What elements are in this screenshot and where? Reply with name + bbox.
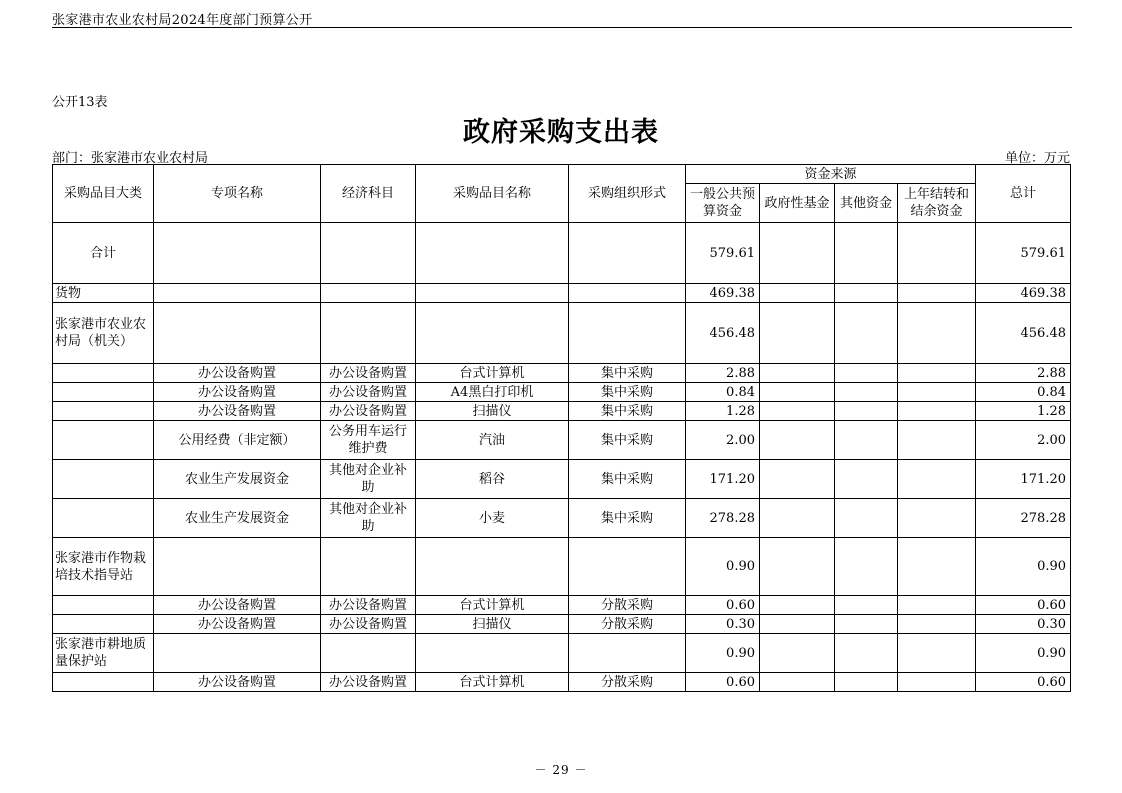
page-number: － 29 － [534, 763, 588, 777]
cell-form: 集中采购 [569, 421, 686, 460]
table-row [53, 673, 1071, 692]
cell-carry [898, 421, 976, 460]
cell-other [835, 402, 898, 421]
cell-project: 办公设备购置 [154, 673, 321, 692]
cell-project: 公用经费（非定额） [154, 421, 321, 460]
cell-category [53, 615, 154, 634]
cell-gov [760, 673, 835, 692]
cell-other [835, 596, 898, 615]
cell-project: 办公设备购置 [154, 402, 321, 421]
cell-total: 0.84 [976, 383, 1071, 402]
cell-other [835, 673, 898, 692]
cell-form [569, 303, 686, 364]
cell-total: 171.20 [976, 460, 1071, 499]
cell-gov [760, 615, 835, 634]
cell-carry [898, 284, 976, 303]
cell-form [569, 284, 686, 303]
cell-gov [760, 421, 835, 460]
cell-general: 0.90 [686, 538, 760, 596]
cell-form: 集中采购 [569, 364, 686, 383]
cell-item: 台式计算机 [416, 673, 569, 692]
cell-total: 456.48 [976, 303, 1071, 364]
cell-carry [898, 634, 976, 673]
cell-category: 合计 [53, 223, 154, 284]
cell-gov [760, 634, 835, 673]
cell-total: 0.30 [976, 615, 1071, 634]
cell-other [835, 364, 898, 383]
cell-general: 0.30 [686, 615, 760, 634]
table-row [53, 402, 1071, 421]
table-row [53, 364, 1071, 383]
cell-category: 货物 [53, 284, 154, 303]
col-header-other: 其他资金 [835, 184, 898, 223]
cell-gov [760, 596, 835, 615]
cell-item [416, 303, 569, 364]
cell-other [835, 383, 898, 402]
cell-econ: 办公设备购置 [321, 615, 416, 634]
cell-category [53, 673, 154, 692]
col-header-econ: 经济科目 [321, 165, 416, 223]
cell-form [569, 538, 686, 596]
cell-category: 张家港市作物栽培技术指导站 [53, 538, 154, 596]
department-label: 部门：张家港市农业农村局 [52, 151, 209, 166]
cell-carry [898, 596, 976, 615]
header-divider [52, 27, 1072, 28]
cell-form: 集中采购 [569, 402, 686, 421]
cell-project: 办公设备购置 [154, 615, 321, 634]
document-header-title: 张家港市农业农村局2024年度部门预算公开 [52, 13, 313, 28]
cell-econ: 办公设备购置 [321, 596, 416, 615]
cell-project: 办公设备购置 [154, 383, 321, 402]
cell-project: 办公设备购置 [154, 596, 321, 615]
cell-category [53, 499, 154, 538]
cell-econ: 办公设备购置 [321, 402, 416, 421]
cell-econ: 办公设备购置 [321, 383, 416, 402]
cell-econ [321, 303, 416, 364]
cell-project: 农业生产发展资金 [154, 499, 321, 538]
cell-project [154, 303, 321, 364]
table-row [53, 460, 1071, 499]
cell-form: 集中采购 [569, 460, 686, 499]
cell-gov [760, 383, 835, 402]
table-row [53, 634, 1071, 673]
cell-general: 171.20 [686, 460, 760, 499]
unit-label: 单位：万元 [1004, 151, 1070, 166]
cell-form: 分散采购 [569, 673, 686, 692]
cell-item [416, 223, 569, 284]
cell-total: 0.60 [976, 596, 1071, 615]
cell-category [53, 402, 154, 421]
cell-project: 农业生产发展资金 [154, 460, 321, 499]
cell-item [416, 538, 569, 596]
cell-category [53, 421, 154, 460]
procurement-table-body [53, 223, 1071, 692]
cell-project [154, 538, 321, 596]
table-row [53, 383, 1071, 402]
cell-other [835, 223, 898, 284]
cell-item: 台式计算机 [416, 364, 569, 383]
cell-item: 台式计算机 [416, 596, 569, 615]
table-row [53, 596, 1071, 615]
cell-carry [898, 538, 976, 596]
cell-item [416, 634, 569, 673]
cell-project [154, 223, 321, 284]
col-header-total: 总计 [976, 165, 1071, 223]
cell-project [154, 284, 321, 303]
table-row [53, 421, 1071, 460]
cell-gov [760, 223, 835, 284]
cell-other [835, 284, 898, 303]
col-header-carryover: 上年结转和结余资金 [898, 184, 976, 223]
cell-general: 278.28 [686, 499, 760, 538]
cell-item: 汽油 [416, 421, 569, 460]
cell-item: 扫描仪 [416, 402, 569, 421]
cell-item: 扫描仪 [416, 615, 569, 634]
table-row [53, 538, 1071, 596]
cell-gov [760, 538, 835, 596]
col-header-funding: 资金来源 [686, 165, 976, 184]
cell-general: 0.60 [686, 673, 760, 692]
cell-gov [760, 303, 835, 364]
cell-gov [760, 364, 835, 383]
cell-general: 456.48 [686, 303, 760, 364]
col-header-project: 专项名称 [154, 165, 321, 223]
table-row [53, 499, 1071, 538]
col-header-general: 一般公共预算资金 [686, 184, 760, 223]
cell-total: 469.38 [976, 284, 1071, 303]
cell-general: 0.60 [686, 596, 760, 615]
cell-project: 办公设备购置 [154, 364, 321, 383]
cell-other [835, 303, 898, 364]
cell-carry [898, 615, 976, 634]
cell-other [835, 538, 898, 596]
cell-econ: 其他对企业补助 [321, 460, 416, 499]
cell-econ: 公务用车运行维护费 [321, 421, 416, 460]
cell-general: 0.84 [686, 383, 760, 402]
cell-total: 2.00 [976, 421, 1071, 460]
cell-total: 1.28 [976, 402, 1071, 421]
cell-category [53, 383, 154, 402]
cell-item: A4黑白打印机 [416, 383, 569, 402]
cell-other [835, 460, 898, 499]
cell-carry [898, 303, 976, 364]
cell-project [154, 634, 321, 673]
table-row [53, 615, 1071, 634]
cell-item [416, 284, 569, 303]
cell-general: 2.00 [686, 421, 760, 460]
cell-category [53, 460, 154, 499]
cell-other [835, 615, 898, 634]
cell-total: 0.60 [976, 673, 1071, 692]
cell-econ: 办公设备购置 [321, 364, 416, 383]
cell-total: 278.28 [976, 499, 1071, 538]
cell-econ [321, 284, 416, 303]
cell-other [835, 499, 898, 538]
cell-total: 579.61 [976, 223, 1071, 284]
cell-gov [760, 460, 835, 499]
cell-total: 0.90 [976, 538, 1071, 596]
cell-category [53, 596, 154, 615]
cell-item: 小麦 [416, 499, 569, 538]
cell-econ [321, 538, 416, 596]
cell-carry [898, 499, 976, 538]
cell-gov [760, 402, 835, 421]
table-row [53, 223, 1071, 284]
cell-general: 2.88 [686, 364, 760, 383]
page-title: 政府采购支出表 [463, 117, 659, 148]
cell-total: 2.88 [976, 364, 1071, 383]
cell-form: 集中采购 [569, 383, 686, 402]
cell-econ: 其他对企业补助 [321, 499, 416, 538]
procurement-table [52, 164, 1071, 692]
col-header-item: 采购品目名称 [416, 165, 569, 223]
cell-total: 0.90 [976, 634, 1071, 673]
cell-category: 张家港市耕地质量保护站 [53, 634, 154, 673]
cell-carry [898, 673, 976, 692]
cell-form [569, 634, 686, 673]
table-row [53, 303, 1071, 364]
cell-form: 集中采购 [569, 499, 686, 538]
cell-econ: 办公设备购置 [321, 673, 416, 692]
cell-general: 469.38 [686, 284, 760, 303]
cell-econ [321, 223, 416, 284]
cell-item: 稻谷 [416, 460, 569, 499]
cell-other [835, 421, 898, 460]
cell-gov [760, 499, 835, 538]
col-header-form: 采购组织形式 [569, 165, 686, 223]
cell-form [569, 223, 686, 284]
cell-econ [321, 634, 416, 673]
cell-carry [898, 402, 976, 421]
col-header-gov-fund: 政府性基金 [760, 184, 835, 223]
cell-carry [898, 460, 976, 499]
cell-carry [898, 383, 976, 402]
cell-other [835, 634, 898, 673]
cell-gov [760, 284, 835, 303]
cell-general: 1.28 [686, 402, 760, 421]
cell-category: 张家港市农业农村局（机关） [53, 303, 154, 364]
table-number: 公开13表 [52, 95, 108, 110]
table-row [53, 284, 1071, 303]
cell-carry [898, 364, 976, 383]
cell-form: 分散采购 [569, 596, 686, 615]
cell-category [53, 364, 154, 383]
cell-form: 分散采购 [569, 615, 686, 634]
cell-carry [898, 223, 976, 284]
col-header-category: 采购品目大类 [53, 165, 154, 223]
cell-general: 0.90 [686, 634, 760, 673]
cell-general: 579.61 [686, 223, 760, 284]
